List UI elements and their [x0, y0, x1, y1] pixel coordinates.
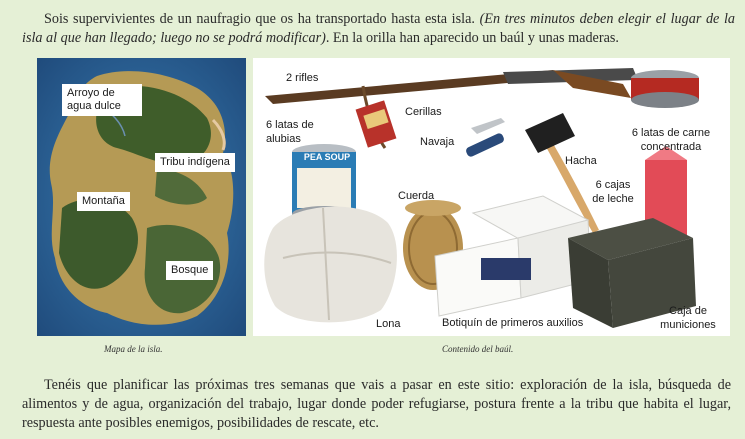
label-hacha: Hacha: [565, 155, 597, 167]
chest-caption: Contenido del baúl.: [442, 344, 514, 354]
map-label-tribu: Tribu indígena: [155, 153, 235, 172]
label-carne: 6 latas de carne concentrada: [631, 127, 711, 153]
tarp-icon: [264, 207, 397, 323]
label-alubias: 6 latas de alubias: [266, 119, 314, 145]
map-label-arroyo: Arroyo de agua dulce: [62, 84, 142, 116]
closing-text: Tenéis que planificar las próximas tres semanas que vais a pasar en este sitio: exploración de la isla, búsqueda de alimentos y de agua, organización del trabajo, lugar donde poder refugiarse, postura frente a la tribu que habita el lugar, respuesta ante posibles enemigos, posibilidades de rescate, etc.: [22, 377, 731, 431]
chest-contents-image: [253, 58, 730, 336]
island-map: [37, 58, 246, 336]
label-rifles: 2 rifles: [286, 72, 319, 84]
label-cerillas: Cerillas: [405, 106, 442, 118]
can-label: PEA SOUP: [303, 152, 351, 162]
closing-paragraph: [0, 376, 745, 433]
label-cuerda: Cuerda: [398, 190, 435, 202]
map-label-bosque: Bosque: [166, 261, 213, 280]
map-label-montana: Montaña: [77, 192, 130, 211]
meat-can-icon: [631, 70, 699, 108]
map-caption: Mapa de la isla.: [104, 344, 163, 354]
label-leche: 6 cajas de leche: [592, 179, 634, 205]
intro-instruction: (En tres minutos deben elegir el lugar de la isla al que han llegado; luego no se podrá modificar): [22, 11, 736, 46]
label-lona: Lona: [376, 318, 401, 330]
first-aid-kit-icon: [435, 196, 591, 316]
intro-tail: . En la orilla han aparecido un baúl y unas maderas.: [325, 30, 619, 46]
intro-lead: Sois supervivientes de un naufragio que os ha transportado hasta esta isla.: [44, 11, 475, 27]
label-navaja: Navaja: [420, 136, 455, 148]
label-municiones: Caja de municiones: [660, 305, 716, 331]
label-botiquin: Botiquín de primeros auxilios: [442, 317, 584, 329]
intro-paragraph: [0, 10, 745, 48]
knife-icon: [465, 118, 505, 158]
matches-icon: [356, 100, 397, 147]
chest-contents: [253, 58, 730, 336]
